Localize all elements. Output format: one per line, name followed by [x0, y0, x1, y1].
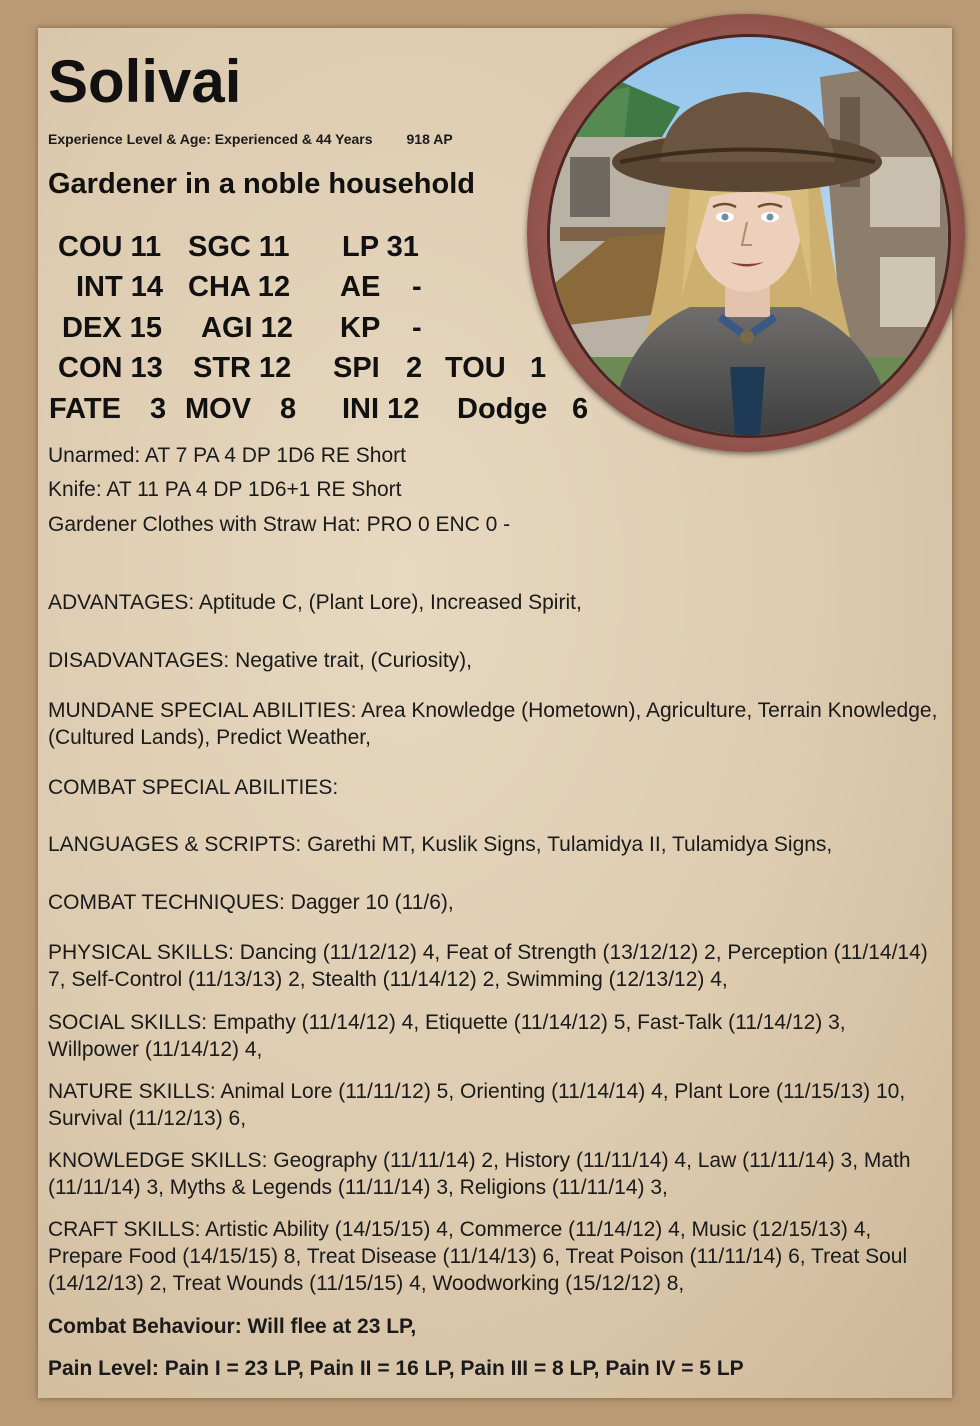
character-name: Solivai — [48, 48, 242, 115]
stat-tou: TOU — [445, 352, 506, 384]
knowledge-skills: KNOWLEDGE SKILLS: Geography (11/11/14) 2, History (11/11/14) 4, Law (11/11/14) 3, Math (11/11/14) 3, Myths & Legends (11/11/14) 3, Religions (11/11/14) 3, — [48, 1149, 911, 1199]
stat-sgc: SGC 11 — [188, 231, 290, 263]
craft-skills: CRAFT SKILLS: Artistic Ability (14/15/15) 4, Commerce (11/14/12) 4, Music (12/15/13) 4, Prepare Food (14/15/15) 8, Treat Disease (11/14/13) 6, Treat Poison (11/11/14) 6, Treat Soul (14/12/13) 2, Treat Wounds (11/15/15) 4, Woodworking (15/12/12) 8, — [48, 1218, 908, 1295]
equipment-armor: Gardener Clothes with Straw Hat: PRO 0 ENC 0 - — [48, 513, 511, 536]
character-portrait — [547, 34, 951, 438]
equipment-knife: Knife: AT 11 PA 4 DP 1D6+1 RE Short — [48, 478, 402, 501]
stat-ae: AE — [340, 271, 381, 303]
stat-tou-value: 1 — [530, 352, 547, 384]
stat-fate: FATE — [49, 393, 121, 425]
stat-kp: KP — [340, 312, 381, 344]
stat-int: INT 14 — [76, 271, 164, 303]
pain-level: Pain Level: Pain I = 23 LP, Pain II = 16 LP, Pain III = 8 LP, Pain IV = 5 LP — [48, 1357, 744, 1380]
nature-skills: NATURE SKILLS: Animal Lore (11/11/12) 5, Orienting (11/14/14) 4, Plant Lore (11/15/13) 10, Survival (11/12/13) 6, — [48, 1080, 906, 1130]
stat-lp: LP 31 — [342, 231, 419, 263]
stat-ini: INI 12 — [342, 393, 420, 425]
stat-dodge-value: 6 — [572, 393, 589, 425]
stat-fate-value: 3 — [150, 393, 167, 425]
stat-con: CON 13 — [58, 352, 163, 384]
combat-behaviour: Combat Behaviour: Will flee at 23 LP, — [48, 1315, 417, 1338]
experience-age: Experience Level & Age: Experienced & 44 Years — [48, 131, 373, 147]
stat-spi-value: 2 — [406, 352, 423, 384]
stat-dex: DEX 15 — [62, 312, 162, 344]
social-skills: SOCIAL SKILLS: Empathy (11/14/12) 4, Etiquette (11/14/12) 5, Fast-Talk (11/14/12) 3, Willpower (11/14/12) 4, — [48, 1011, 846, 1061]
stat-cha: CHA 12 — [188, 271, 291, 303]
languages-scripts: LANGUAGES & SCRIPTS: Garethi MT, Kuslik Signs, Tulamidya II, Tulamidya Signs, — [48, 833, 833, 856]
adventure-points: 918 AP — [406, 131, 453, 147]
disadvantages: DISADVANTAGES: Negative trait, (Curiosity), — [48, 649, 472, 672]
stat-mov: MOV — [185, 393, 252, 425]
combat-special-abilities: COMBAT SPECIAL ABILITIES: — [48, 776, 339, 799]
profession: Gardener in a noble household — [48, 168, 475, 200]
stat-ae-value: - — [412, 271, 422, 303]
stat-spi: SPI — [333, 352, 380, 384]
stat-agi: AGI 12 — [201, 312, 293, 344]
physical-skills: PHYSICAL SKILLS: Dancing (11/12/12) 4, Feat of Strength (13/12/12) 2, Perception (11/14/14) 7, Self-Control (11/13/13) 2, Stealth (11/14/12) 2, Swimming (12/13/12) 4, — [48, 941, 928, 991]
stat-cou: COU 11 — [58, 231, 162, 263]
combat-techniques: COMBAT TECHNIQUES: Dagger 10 (11/6), — [48, 891, 454, 914]
mundane-special-abilities: MUNDANE SPECIAL ABILITIES: Area Knowledge (Hometown), Agriculture, Terrain Knowledge, (Cultured Lands), Predict Weather, — [48, 699, 938, 749]
stat-dodge: Dodge — [457, 393, 548, 425]
equipment-unarmed: Unarmed: AT 7 PA 4 DP 1D6 RE Short — [48, 444, 406, 467]
advantages: ADVANTAGES: Aptitude C, (Plant Lore), Increased Spirit, — [48, 591, 582, 614]
stat-mov-value: 8 — [280, 393, 297, 425]
portrait-illustration — [550, 37, 948, 435]
stat-kp-value: - — [412, 312, 422, 344]
portrait-frame — [527, 14, 965, 452]
stat-str: STR 12 — [193, 352, 292, 384]
experience-line — [48, 131, 453, 147]
